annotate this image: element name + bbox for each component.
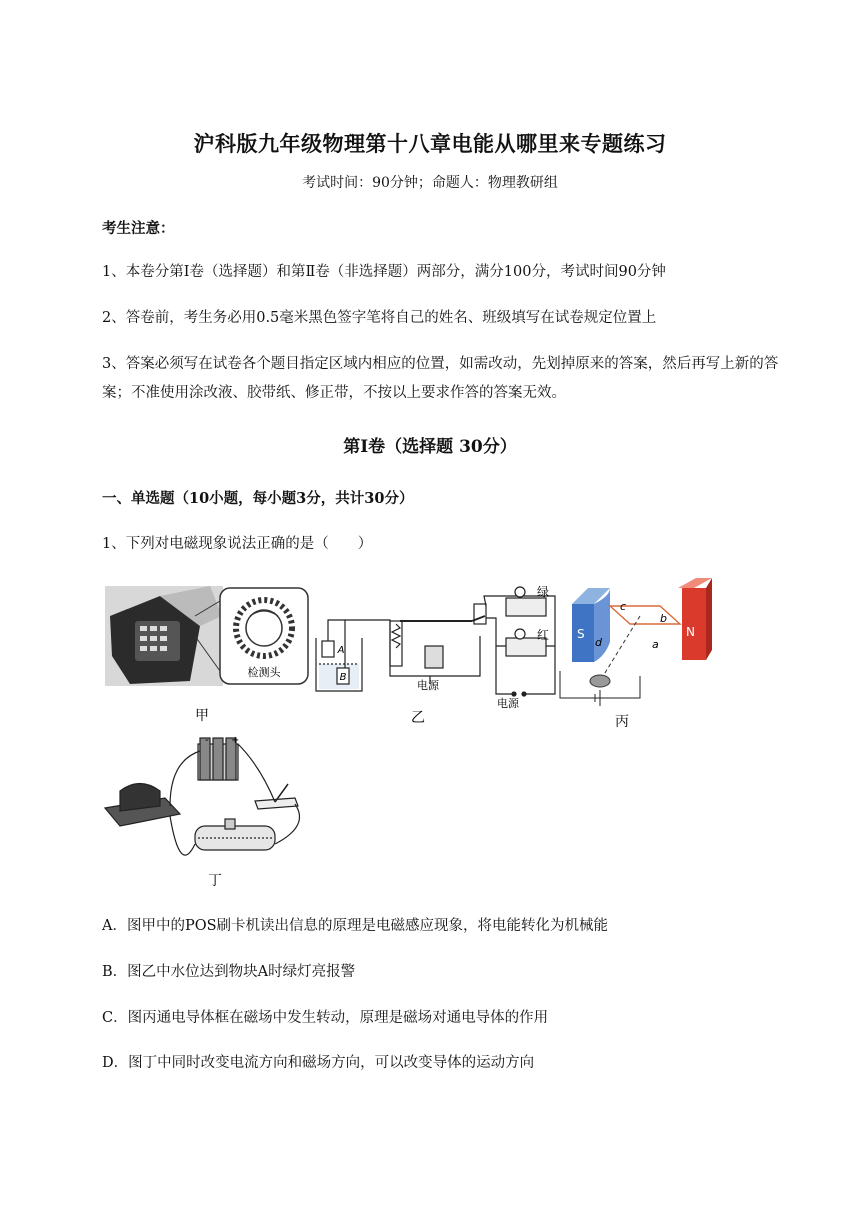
part-heading: 一、单选题（10小题，每小题3分，共计30分）: [102, 490, 414, 507]
option-c[interactable]: C．图丙通电导体框在磁场中发生转动，原理是磁场对通电导体的作用: [102, 1010, 549, 1026]
option-d[interactable]: D．图丁中同时改变电流方向和磁场方向，可以改变导体的运动方向: [102, 1055, 535, 1071]
question-stem: 1、下列对电磁现象说法正确的是（ ）: [102, 536, 373, 552]
magnet-s-label: S: [577, 627, 585, 641]
notice-heading: 考生注意：: [102, 220, 175, 237]
document-title: 沪科版九年级物理第十八章电能从哪里来专题练习: [193, 131, 667, 156]
detector-label: 检测头: [247, 666, 281, 679]
label-a-block: A: [337, 645, 345, 656]
figure-ding: [105, 738, 300, 855]
figure-bing: [560, 578, 712, 706]
label-ding: 丁: [208, 873, 222, 889]
option-a[interactable]: A．图甲中的POS刷卡机读出信息的原理是电磁感应现象，将电能转化为机械能: [102, 918, 609, 934]
green-lamp-label: 绿: [537, 585, 550, 599]
red-lamp-label: 红: [537, 628, 550, 642]
label-bing: 丙: [615, 714, 629, 730]
magnet-n-label: N: [686, 625, 695, 639]
question-figure: [100, 576, 720, 896]
point-d-label: d: [595, 636, 602, 649]
power-label-2: 电源: [497, 697, 519, 710]
notice-item-1: 1、本卷分第Ⅰ卷（选择题）和第Ⅱ卷（非选择题）两部分，满分100分，考试时间90分钟: [102, 264, 666, 280]
notice-item-3: 3、答案必须写在试卷各个题目指定区域内相应的位置，如需改动，先划掉原来的答案，然后再写上新的答案；不准使用涂改液、胶带纸、修正带，不按以上要求作答的答案无效。: [102, 356, 779, 401]
document-subtitle: 考试时间：90分钟；命题人：物理教研组: [302, 175, 558, 191]
label-jia: 甲: [195, 708, 209, 724]
label-yi: 乙: [411, 710, 425, 726]
terminal-plus: +: [231, 735, 240, 746]
terminal-minus: -: [205, 735, 209, 746]
label-b-block: B: [339, 672, 347, 683]
point-a-label: a: [652, 638, 659, 651]
point-b-label: b: [660, 612, 667, 625]
notice-item-2: 2、答卷前，考生务必用0.5毫米黑色签字笔将自己的姓名、班级填写在试卷规定位置上: [102, 310, 657, 326]
point-c-label: c: [620, 600, 627, 613]
section-title: 第Ⅰ卷（选择题 30分）: [343, 437, 517, 457]
power-label-1: 电源: [417, 679, 439, 692]
figure-jia: [105, 586, 308, 686]
option-b[interactable]: B．图乙中水位达到物块A时绿灯亮报警: [102, 964, 356, 980]
